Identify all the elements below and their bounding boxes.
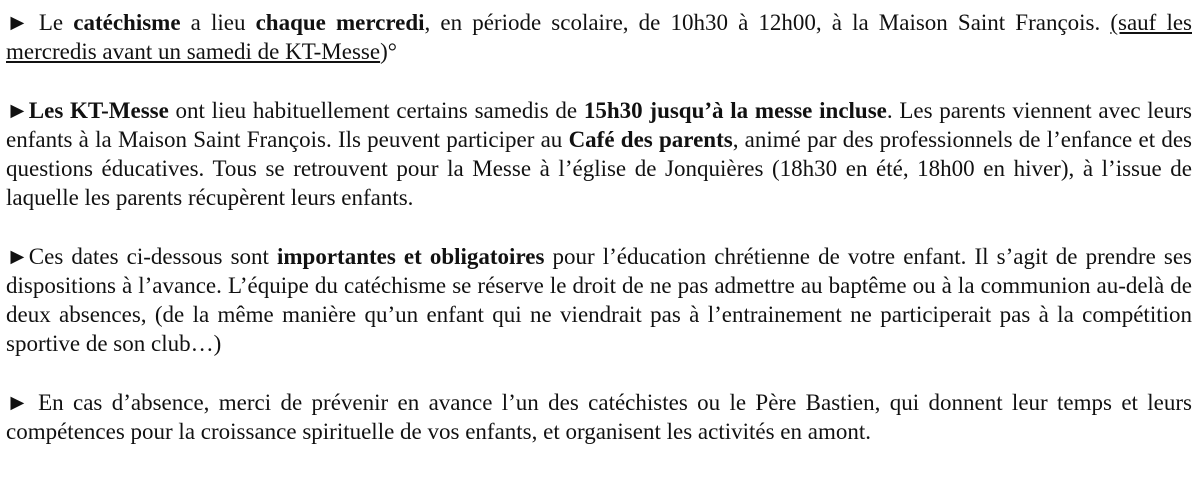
text-run: pour l’éducation chrétienne de votre enfant. Il s’agit de prendre ses dispositions à l’avance. L’équipe du catéchisme se réserve le droit de ne pas admettre au baptême ou à la communion au-delà de deux absences, (de la même manière qu’un enfant qui ne viendrait pas à l’entrainement ne participerait pas à la compétition sportive de son club…): [6, 244, 1192, 356]
paragraph-dates-importantes: [6, 242, 1192, 358]
underlined-run: (sauf les mercredis avant un samedi de KT-Messe: [6, 10, 1192, 64]
bold-run: Les KT-Messe: [28, 98, 169, 123]
text-run: )°: [380, 39, 397, 64]
paragraph-kt-messe: [6, 96, 1192, 212]
bold-run: importantes et obligatoires: [276, 244, 545, 269]
text-run: ont lieu habituellement certains samedis de: [168, 98, 584, 123]
text-run: ► Le: [6, 10, 74, 35]
text-run: , en période scolaire, de 10h30 à 12h00, à la Maison Saint François.: [424, 10, 1111, 35]
bold-run: Café des parents: [568, 127, 733, 152]
text-run: ►Ces dates ci-dessous sont: [6, 244, 277, 269]
bold-run: catéchisme: [73, 10, 181, 35]
bold-run: chaque mercredi: [255, 10, 425, 35]
document-body: [6, 8, 1192, 446]
text-run: ► En cas d’absence, merci de prévenir en avance l’un des catéchistes ou le Père Bastien, qui donnent leur temps et leurs compétences pour la croissance spirituelle de vos enfants, et organisent les activités en amont.: [6, 390, 1192, 444]
text-run: , animé par des professionnels de l’enfance et des questions éducatives. Tous se retrouvent pour la Messe à l’église de Jonquières (18h30 en été, 18h00 en hiver), à l’issue de laquelle les parents récupèrent leurs enfants.: [6, 127, 1193, 210]
bold-run: 15h30 jusqu’à la messe incluse: [583, 98, 887, 123]
paragraph-catechisme: [6, 8, 1192, 66]
text-run: a lieu: [180, 10, 256, 35]
text-run: . Les parents viennent avec leurs enfants à la Maison Saint François. Ils peuvent participer au: [6, 98, 1192, 152]
paragraph-absence: [6, 388, 1192, 446]
text-run: ►: [6, 98, 29, 123]
